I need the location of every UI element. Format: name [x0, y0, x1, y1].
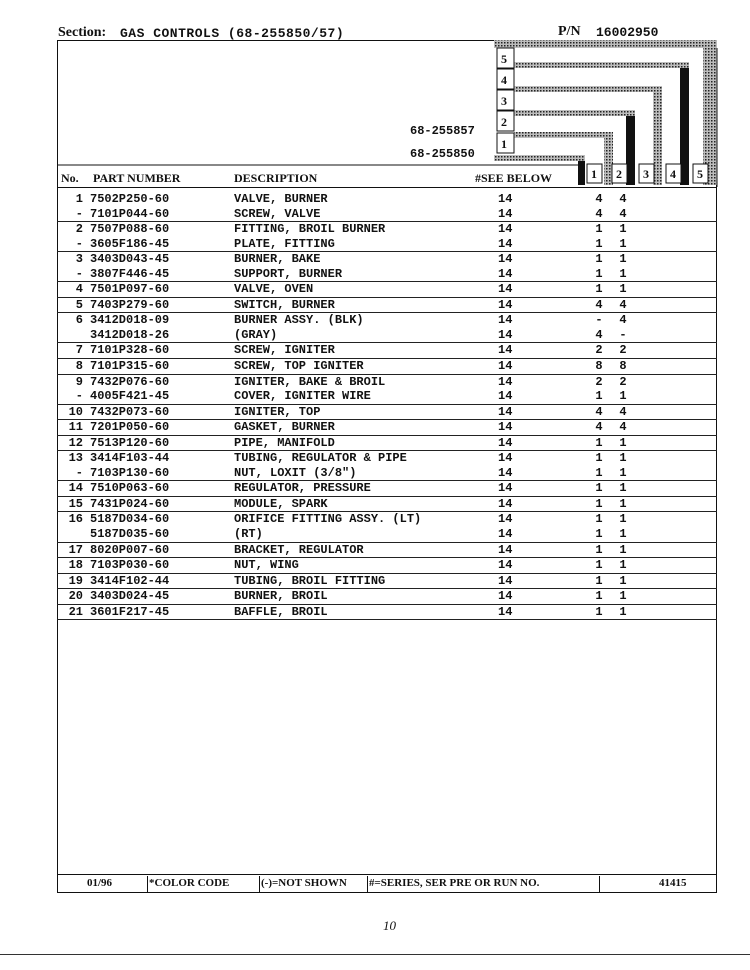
row-series-1-qty: 4	[595, 297, 603, 312]
parts-table	[57, 192, 717, 620]
row-description: NUT, LOXIT (3/8")	[234, 465, 357, 480]
row-part-number: 7513P120-60	[90, 435, 170, 450]
table-row	[57, 574, 717, 590]
row-series-2-qty: 1	[619, 252, 627, 267]
row-part-number: 3601F217-45	[90, 604, 170, 619]
series-bar-1-h	[514, 132, 613, 138]
table-row	[57, 605, 717, 621]
row-series-2-qty: 1	[619, 236, 627, 251]
table-row	[57, 298, 717, 314]
row-series-2-qty: 1	[619, 558, 627, 573]
row-series-2-qty: 4	[619, 420, 627, 435]
row-part-number: 3412D018-26	[90, 327, 170, 342]
row-description: REGULATOR, PRESSURE	[234, 481, 371, 496]
row-series-2-qty: 4	[619, 404, 627, 419]
row-description: SCREW, TOP IGNITER	[234, 359, 364, 374]
row-number: 11	[68, 420, 83, 435]
series-col-4: 4	[670, 167, 676, 181]
row-description: VALVE, BURNER	[234, 192, 328, 206]
table-row	[57, 389, 717, 405]
row-part-number: 8020P007-60	[90, 542, 170, 557]
row-number: -	[75, 206, 83, 221]
row-series-1-qty: -	[595, 313, 603, 328]
row-series-1-qty: 4	[595, 327, 603, 342]
col-header-part-number: PART NUMBER	[93, 171, 181, 185]
row-part-number: 3807F446-45	[90, 266, 170, 281]
row-description: NUT, WING	[234, 558, 299, 573]
row-number: 7	[75, 343, 83, 358]
table-row	[57, 558, 717, 574]
row-see-below: 14	[498, 481, 513, 496]
row-see-below: 14	[498, 465, 513, 480]
series-box-4: 4	[501, 73, 507, 87]
table-row	[57, 359, 717, 375]
row-see-below: 14	[498, 327, 513, 342]
row-series-2-qty: 4	[619, 297, 627, 312]
row-part-number: 7101P328-60	[90, 343, 170, 358]
table-row	[57, 267, 717, 283]
row-see-below: 14	[498, 282, 513, 297]
row-see-below: 14	[498, 313, 513, 328]
series-bar-4-h	[514, 62, 689, 68]
row-description: FITTING, BROIL BURNER	[234, 222, 386, 237]
row-description: BURNER, BROIL	[234, 589, 328, 604]
row-see-below: 14	[498, 589, 513, 604]
series-box-3: 3	[501, 94, 507, 108]
row-part-number: 7103P030-60	[90, 558, 170, 573]
row-part-number: 7403P279-60	[90, 297, 170, 312]
row-series-2-qty: 1	[619, 266, 627, 281]
row-series-1-qty: 4	[595, 404, 603, 419]
footer-series-note: #=SERIES, SER PRE OR RUN NO.	[369, 877, 540, 889]
table-row	[57, 192, 717, 207]
row-description: PLATE, FITTING	[234, 236, 335, 251]
row-see-below: 14	[498, 389, 513, 404]
row-series-1-qty: 1	[595, 542, 603, 557]
row-number: 19	[68, 573, 83, 588]
table-row	[57, 481, 717, 497]
footer-not-shown: (-)=NOT SHOWN	[261, 877, 347, 889]
model-label-255850: 68-255850	[410, 147, 475, 161]
series-col-3: 3	[643, 167, 649, 181]
series-bar-5-top	[494, 40, 717, 48]
row-series-1-qty: 1	[595, 252, 603, 267]
row-series-2-qty: 1	[619, 282, 627, 297]
row-number: 6	[75, 313, 83, 328]
row-series-2-qty: 8	[619, 359, 627, 374]
row-description: VALVE, OVEN	[234, 282, 314, 297]
row-series-2-qty: 4	[619, 192, 627, 206]
series-col-2: 2	[616, 167, 622, 181]
footer-color-code: *COLOR CODE	[149, 877, 230, 889]
row-number: -	[75, 389, 83, 404]
col-header-see-below: #SEE BELOW	[475, 171, 553, 185]
row-part-number: 7103P130-60	[90, 465, 170, 480]
row-series-1-qty: 4	[595, 206, 603, 221]
section-label: Section:	[58, 25, 107, 40]
row-series-1-qty: 1	[595, 451, 603, 466]
table-row	[57, 237, 717, 253]
row-see-below: 14	[498, 451, 513, 466]
row-see-below: 14	[498, 604, 513, 619]
table-row	[57, 252, 717, 267]
table-row	[57, 527, 717, 543]
table-row	[57, 328, 717, 344]
row-number: 15	[68, 496, 83, 511]
row-series-2-qty: 1	[619, 527, 627, 542]
table-row	[57, 512, 717, 527]
row-see-below: 14	[498, 573, 513, 588]
series-box-5: 5	[501, 52, 507, 66]
row-series-2-qty: 1	[619, 222, 627, 237]
row-part-number: 7510P063-60	[90, 481, 170, 496]
row-part-number: 3414F103-44	[90, 451, 170, 466]
row-series-1-qty: 2	[595, 343, 603, 358]
table-row	[57, 420, 717, 436]
model-label-255857: 68-255857	[410, 124, 475, 138]
row-series-2-qty: 4	[619, 313, 627, 328]
row-series-1-qty: 1	[595, 266, 603, 281]
table-row	[57, 313, 717, 328]
row-series-1-qty: 1	[595, 389, 603, 404]
row-description: PIPE, MANIFOLD	[234, 435, 335, 450]
table-row	[57, 436, 717, 452]
row-description: BURNER, BAKE	[234, 252, 321, 267]
row-series-1-qty: 1	[595, 512, 603, 527]
row-series-1-qty: 1	[595, 465, 603, 480]
series-bar-0-h	[494, 155, 585, 161]
row-number: 4	[75, 282, 83, 297]
page-number: 10	[383, 918, 396, 933]
row-series-2-qty: 2	[619, 374, 627, 389]
footer	[57, 876, 717, 892]
row-description: (GRAY)	[234, 327, 278, 342]
row-see-below: 14	[498, 435, 513, 450]
row-series-1-qty: 1	[595, 481, 603, 496]
row-see-below: 14	[498, 236, 513, 251]
row-series-1-qty: 1	[595, 573, 603, 588]
row-description: (RT)	[234, 527, 263, 542]
row-number: -	[75, 236, 83, 251]
row-part-number: 7101P315-60	[90, 359, 170, 374]
row-part-number: 5187D035-60	[90, 527, 170, 542]
row-series-2-qty: 2	[619, 343, 627, 358]
row-series-1-qty: 1	[595, 558, 603, 573]
row-series-2-qty: 1	[619, 542, 627, 557]
row-part-number: 7101P044-60	[90, 206, 170, 221]
series-bar-2-h	[514, 110, 635, 116]
row-series-1-qty: 1	[595, 604, 603, 619]
row-see-below: 14	[498, 359, 513, 374]
row-see-below: 14	[498, 206, 513, 221]
row-part-number: 7507P088-60	[90, 222, 170, 237]
row-series-2-qty: 4	[619, 206, 627, 221]
row-description: TUBING, BROIL FITTING	[234, 573, 386, 588]
row-series-1-qty: 2	[595, 374, 603, 389]
series-col-5: 5	[697, 167, 703, 181]
row-series-1-qty: 4	[595, 192, 603, 206]
row-see-below: 14	[498, 558, 513, 573]
row-number: -	[75, 465, 83, 480]
row-number: 14	[68, 481, 83, 496]
row-series-1-qty: 4	[595, 420, 603, 435]
row-series-1-qty: 1	[595, 435, 603, 450]
row-number: 2	[75, 222, 83, 237]
table-row	[57, 405, 717, 421]
table-row	[57, 497, 717, 513]
table-row	[57, 207, 717, 223]
row-see-below: 14	[498, 404, 513, 419]
row-series-1-qty: 1	[595, 527, 603, 542]
table-row	[57, 375, 717, 390]
row-see-below: 14	[498, 343, 513, 358]
row-series-1-qty: 1	[595, 222, 603, 237]
row-number: 17	[68, 542, 83, 557]
table-row	[57, 589, 717, 605]
row-part-number: 3412D018-09	[90, 313, 170, 328]
row-series-1-qty: 1	[595, 282, 603, 297]
row-description: SUPPORT, BURNER	[234, 266, 343, 281]
footer-doc-number: 41415	[659, 877, 687, 889]
row-series-2-qty: 1	[619, 496, 627, 511]
row-number: 18	[68, 558, 83, 573]
bottom-rule	[0, 954, 750, 955]
row-series-2-qty: 1	[619, 465, 627, 480]
row-number: 13	[68, 451, 83, 466]
series-col-1: 1	[591, 167, 597, 181]
table-row	[57, 282, 717, 298]
row-number: 1	[75, 192, 83, 206]
row-description: SCREW, VALVE	[234, 206, 321, 221]
row-description: GASKET, BURNER	[234, 420, 335, 435]
series-box-1: 1	[501, 137, 507, 151]
row-series-2-qty: 1	[619, 389, 627, 404]
row-see-below: 14	[498, 222, 513, 237]
row-number: 12	[68, 435, 83, 450]
row-number: 9	[75, 374, 83, 389]
row-number: 21	[68, 604, 83, 619]
footer-date: 01/96	[87, 877, 113, 889]
row-description: MODULE, SPARK	[234, 496, 328, 511]
row-series-2-qty: 1	[619, 451, 627, 466]
row-part-number: 7201P050-60	[90, 420, 170, 435]
row-see-below: 14	[498, 297, 513, 312]
row-part-number: 5187D034-60	[90, 512, 170, 527]
col-header-no: No.	[61, 171, 79, 185]
row-part-number: 4005F421-45	[90, 389, 170, 404]
row-description: IGNITER, BAKE & BROIL	[234, 374, 386, 389]
table-row	[57, 466, 717, 482]
row-see-below: 14	[498, 374, 513, 389]
footer-rule	[57, 874, 717, 875]
row-number: 16	[68, 512, 83, 527]
part-number-value: 16002950	[596, 25, 659, 40]
row-part-number: 7501P097-60	[90, 282, 170, 297]
row-series-1-qty: 1	[595, 496, 603, 511]
part-number-label: P/N	[558, 24, 581, 39]
row-number: 8	[75, 359, 83, 374]
row-series-2-qty: -	[619, 327, 627, 342]
row-series-1-qty: 8	[595, 359, 603, 374]
row-part-number: 3403D043-45	[90, 252, 170, 267]
row-series-2-qty: 1	[619, 512, 627, 527]
row-description: COVER, IGNITER WIRE	[234, 389, 371, 404]
row-see-below: 14	[498, 266, 513, 281]
row-series-2-qty: 1	[619, 604, 627, 619]
table-row	[57, 222, 717, 237]
row-see-below: 14	[498, 192, 513, 206]
row-see-below: 14	[498, 527, 513, 542]
table-row	[57, 543, 717, 559]
row-description: BRACKET, REGULATOR	[234, 542, 364, 557]
row-see-below: 14	[498, 420, 513, 435]
row-see-below: 14	[498, 542, 513, 557]
row-series-2-qty: 1	[619, 435, 627, 450]
row-number: -	[75, 266, 83, 281]
row-series-1-qty: 1	[595, 236, 603, 251]
row-part-number: 7432P073-60	[90, 404, 170, 419]
row-number: 3	[75, 252, 83, 267]
row-description: BURNER ASSY. (BLK)	[234, 313, 364, 328]
row-see-below: 14	[498, 496, 513, 511]
row-series-1-qty: 1	[595, 589, 603, 604]
row-description: BAFFLE, BROIL	[234, 604, 328, 619]
row-series-2-qty: 1	[619, 589, 627, 604]
row-description: IGNITER, TOP	[234, 404, 321, 419]
row-number: 5	[75, 297, 83, 312]
row-series-2-qty: 1	[619, 481, 627, 496]
series-box-2: 2	[501, 115, 507, 129]
row-part-number: 7432P076-60	[90, 374, 170, 389]
row-description: SWITCH, BURNER	[234, 297, 335, 312]
row-description: ORIFICE FITTING ASSY. (LT)	[234, 512, 422, 527]
col-header-description: DESCRIPTION	[234, 171, 318, 185]
row-part-number: 3403D024-45	[90, 589, 170, 604]
row-series-2-qty: 1	[619, 573, 627, 588]
table-row	[57, 343, 717, 359]
row-number: 10	[68, 404, 83, 419]
row-see-below: 14	[498, 252, 513, 267]
column-headers	[57, 165, 717, 187]
row-part-number: 7431P024-60	[90, 496, 170, 511]
series-bar-3-h	[514, 86, 662, 92]
row-number: 20	[68, 589, 83, 604]
row-part-number: 3414F102-44	[90, 573, 170, 588]
section-title: GAS CONTROLS (68-255850/57)	[120, 26, 345, 41]
row-description: SCREW, IGNITER	[234, 343, 335, 358]
row-description: TUBING, REGULATOR & PIPE	[234, 451, 407, 466]
row-part-number: 3605F186-45	[90, 236, 170, 251]
row-see-below: 14	[498, 512, 513, 527]
row-part-number: 7502P250-60	[90, 192, 170, 206]
table-row	[57, 451, 717, 466]
header-rule	[57, 187, 717, 188]
